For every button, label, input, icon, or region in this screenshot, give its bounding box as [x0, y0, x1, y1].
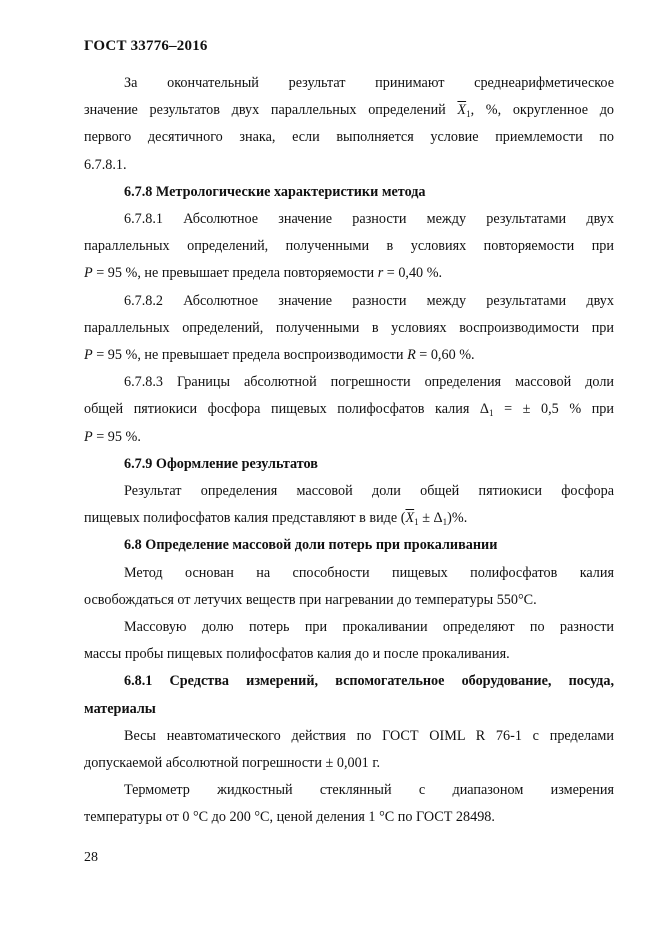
- text-line: [84, 505, 614, 532]
- paragraph-thermometer: [84, 777, 614, 831]
- text-span: = ± 0,5 % при: [493, 401, 614, 418]
- text-line: Весы неавтоматического действия по ГОСТ OIML R 76-1 с пределами: [124, 727, 614, 744]
- paragraph-final-result: [84, 70, 614, 179]
- text-line: параллельных определений, полученными в условиях повторяемости при: [84, 238, 614, 255]
- section-heading-6-7-8: 6.7.8 Метрологические характеристики метода: [124, 183, 426, 200]
- text-line: [84, 260, 614, 287]
- document-header: ГОСТ 33776–2016: [84, 38, 208, 54]
- text-line: 6.7.8.2 Абсолютное значение разности между результатами двух: [124, 292, 614, 309]
- text-line: [84, 396, 614, 423]
- text-span: общей пятиокиси фосфора пищевых полифосфатов калия Δ: [84, 401, 490, 418]
- symbol-p: P: [84, 428, 93, 445]
- symbol-x: $\overline{X}$: [457, 102, 467, 119]
- text-span: , %, округленное до: [470, 102, 615, 119]
- text-line: допускаемой абсолютной погрешности ± 0,001 г.: [84, 755, 381, 772]
- text-line: Метод основан на способности пищевых полифосфатов калия: [124, 564, 614, 581]
- symbol-r: R: [407, 347, 416, 364]
- text-line: 6.8.1 Средства измерений, вспомогательное оборудование, посуда,: [124, 673, 614, 690]
- text-span: )%.: [447, 510, 468, 527]
- paragraph-scales: [84, 723, 614, 777]
- symbol-p: P: [84, 265, 93, 282]
- subscript: 1: [489, 408, 494, 419]
- subscript: 1: [442, 517, 448, 528]
- text-line: 6.7.8.1.: [84, 156, 127, 173]
- text-line: [84, 424, 614, 451]
- text-span: ± Δ: [418, 510, 443, 527]
- paragraph-6-7-8-2: [84, 288, 614, 370]
- page-number: 28: [84, 850, 98, 865]
- text-line: 6.7.8.1 Абсолютное значение разности между результатами двух: [124, 211, 614, 228]
- subscript: 1: [466, 109, 471, 120]
- text-span: = 0,60 %.: [415, 347, 475, 364]
- text-line: [84, 342, 614, 369]
- text-line: 6.7.8.3 Границы абсолютной погрешности определения массовой доли: [124, 374, 614, 391]
- paragraph-6-7-8-3: [84, 369, 614, 451]
- text-line: материалы: [84, 700, 156, 717]
- text-line: За окончательный результат принимают среднеарифметическое: [124, 75, 614, 91]
- section-heading-6-8: 6.8 Определение массовой доли потерь при прокаливании: [124, 537, 498, 554]
- text-line: [84, 97, 614, 124]
- text-span: = 95 %.: [92, 428, 141, 445]
- text-line: первого десятичного знака, если выполняется условие приемлемости по: [84, 129, 614, 146]
- symbol-r: r: [377, 265, 384, 282]
- text-span: значение результатов двух параллельных определений: [84, 102, 446, 119]
- paragraph-6-8-method: [84, 560, 614, 614]
- text-line: освобождаться от летучих веществ при нагревании до температуры 550°С.: [84, 591, 537, 608]
- symbol-p: P: [84, 347, 93, 364]
- text-span: = 0,40 %.: [383, 265, 443, 282]
- subscript: 1: [414, 517, 419, 528]
- document-body: [84, 70, 614, 832]
- paragraph-6-7-9: [84, 478, 614, 532]
- paragraph-6-7-8-1: [84, 206, 614, 288]
- text-line: Термометр жидкостный стеклянный с диапазоном измерения: [124, 782, 614, 799]
- section-heading-6-8-1: [84, 668, 614, 722]
- text-line: массы пробы пищевых полифосфатов калия до и после прокаливания.: [84, 646, 510, 663]
- text-line: Массовую долю потерь при прокаливании определяют по разности: [124, 619, 614, 636]
- text-span: = 95 %, не превышает предела воспроизводимости: [92, 347, 408, 364]
- text-line: параллельных определений, полученными в условиях воспроизводимости при: [84, 319, 614, 336]
- text-span: пищевых полифосфатов калия представляют в виде (: [84, 510, 406, 527]
- symbol-x: $\overline{X}$: [405, 510, 415, 527]
- paragraph-6-8-mass-loss: [84, 614, 614, 668]
- text-line: температуры от 0 °С до 200 °С, ценой деления 1 °С по ГОСТ 28498.: [84, 809, 495, 826]
- text-span: = 95 %, не превышает предела повторяемости: [92, 265, 378, 282]
- section-heading-6-7-9: 6.7.9 Оформление результатов: [124, 455, 318, 472]
- text-line: Результат определения массовой доли общей пятиокиси фосфора: [124, 483, 614, 500]
